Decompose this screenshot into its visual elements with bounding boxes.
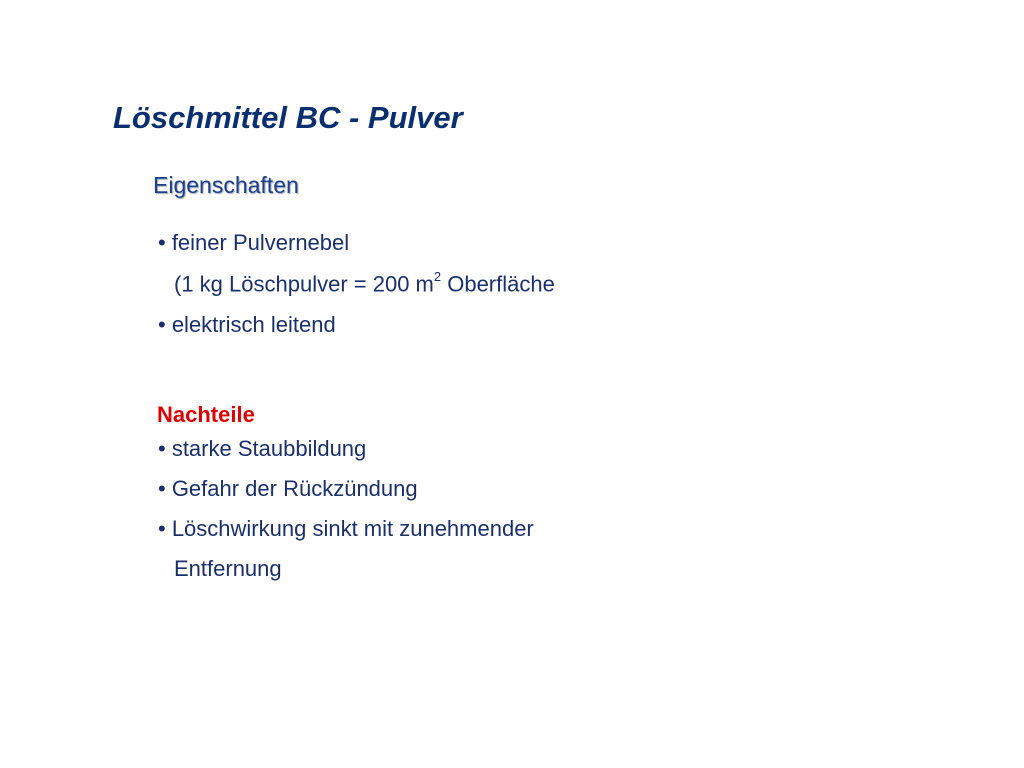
disadvantage-item-distance: • Löschwirkung sinkt mit zunehmender — [158, 516, 534, 541]
property-item-conductive: • elektrisch leitend — [158, 312, 336, 337]
property-item-detail — [174, 271, 555, 297]
property-item-fine-powder: • feiner Pulvernebel — [158, 230, 350, 255]
disadvantage-item-dust: • starke Staubbildung — [158, 436, 367, 461]
detail-superscript: 2 — [433, 269, 442, 284]
disadvantage-item-reignition: • Gefahr der Rückzündung — [158, 476, 418, 501]
detail-text: (1 kg Löschpulver = 200 m — [174, 271, 434, 297]
disadvantage-item-distance-cont: Entfernung — [174, 556, 282, 581]
disadvantages-heading: Nachteile — [157, 402, 255, 427]
detail-suffix: Oberfläche — [441, 271, 555, 297]
properties-heading: Eigenschaften — [153, 172, 299, 198]
slide-title: Löschmittel BC - Pulver — [113, 100, 463, 135]
